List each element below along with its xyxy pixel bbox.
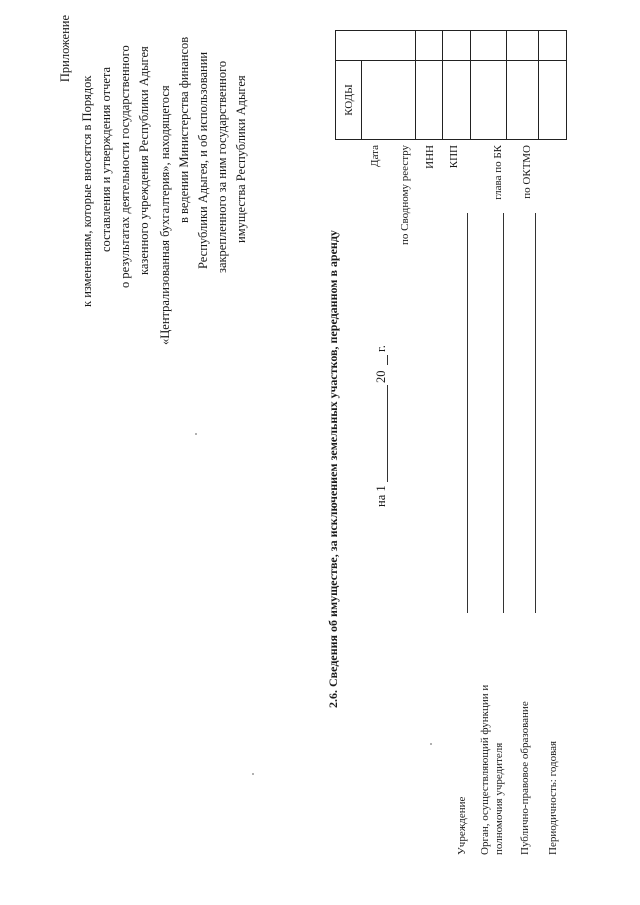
codes-row-divider: [361, 61, 362, 139]
field-line-founder[interactable]: [503, 213, 504, 613]
code-label-date: Дата: [369, 145, 381, 167]
section-title: 2.6. Сведения об имуществе, за исключением земельных участков, переданном в аренду: [326, 230, 340, 708]
scan-speck: [430, 743, 432, 745]
date-suffix: г.: [374, 345, 388, 352]
date-day-blank[interactable]: [387, 385, 388, 482]
field-label-periodicity: Периодичность: годовая: [547, 740, 559, 855]
appendix-line: имущества Республики Адыгея: [234, 75, 248, 243]
field-label-founder: Орган, осуществляющий функции и: [479, 684, 491, 855]
appendix-line: закрепленного за ним государственного: [215, 60, 229, 273]
code-label-oktmo: по ОКТМО: [521, 145, 533, 199]
code-label-bk: глава по БК: [492, 145, 504, 200]
codes-header: КОДЫ: [343, 84, 355, 116]
scan-speck: [252, 773, 254, 775]
date-prefix: на 1: [374, 485, 388, 507]
date-year-prefix: 20: [374, 370, 388, 383]
field-line-public-entity[interactable]: [535, 213, 536, 613]
appendix-line: составления и утверждения отчета: [99, 66, 113, 252]
code-label-registry: по Сводному реестру: [399, 145, 411, 245]
codes-row-divider: [442, 31, 443, 139]
field-line-institution[interactable]: [467, 213, 468, 613]
code-label-inn: ИНН: [424, 145, 436, 169]
codes-row-divider: [506, 31, 507, 139]
code-label-kpp: КПП: [448, 145, 460, 169]
date-year-blank[interactable]: [387, 355, 388, 365]
codes-table: [335, 30, 567, 140]
appendix-line: «Централизованная бухгалтерия», находящегося: [158, 85, 172, 345]
appendix-line: о результатах деятельности государственного: [118, 45, 132, 288]
codes-row-divider: [470, 31, 471, 139]
field-label-institution: Учреждение: [456, 796, 468, 855]
appendix-line: казенного учреждения Республики Адыгея: [137, 46, 151, 275]
appendix-line: в ведении Министерства финансов: [177, 36, 191, 223]
field-label-public-entity: Публично-правовое образование: [519, 701, 531, 855]
appendix-title: Приложение: [58, 15, 72, 83]
appendix-line: к изменениям, которые вносятся в Порядок: [80, 75, 94, 307]
appendix-line: Республики Адыгея, и об использовании: [196, 51, 210, 269]
codes-row-divider: [538, 31, 539, 139]
codes-row-divider: [415, 31, 416, 139]
codes-column-divider: [336, 60, 566, 61]
field-label-founder: полномочия учредителя: [493, 742, 505, 855]
scan-speck: [195, 433, 197, 435]
